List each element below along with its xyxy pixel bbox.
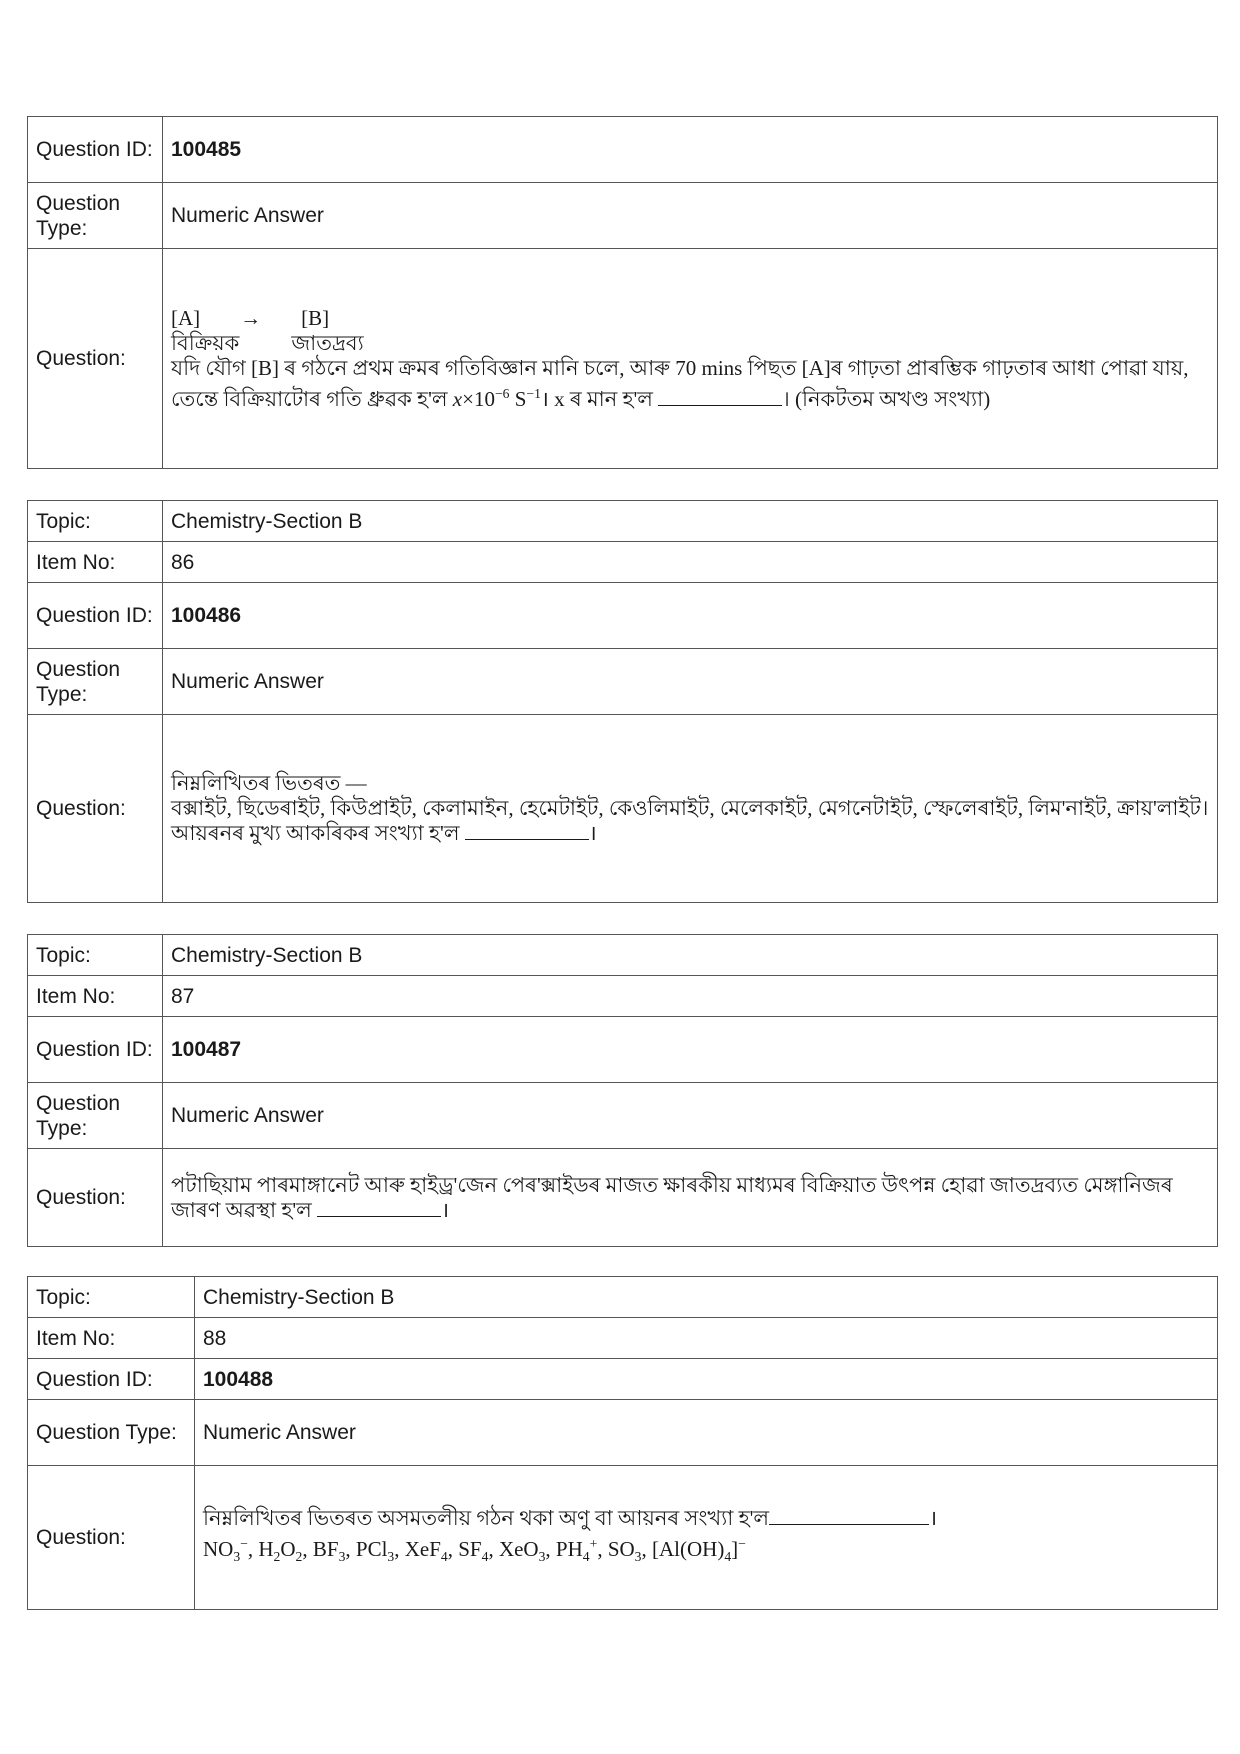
question-type-label: Question Type: <box>28 1083 163 1149</box>
reaction-labels <box>171 331 1209 356</box>
question-type-label: Question Type: <box>28 183 163 249</box>
product: [B] <box>301 305 330 330</box>
topic-label: Topic: <box>28 1277 195 1318</box>
question-table-100485 <box>27 116 1218 469</box>
question-id-value: 100488 <box>195 1359 1218 1400</box>
question-type-value: Numeric Answer <box>163 649 1218 715</box>
item-no-value: 87 <box>163 976 1218 1017</box>
answer-blank <box>769 1523 929 1525</box>
formula-list: $NO_3^-$, $H_2O_2$, $BF_3$, PCl$_3$, XeF$_4$, $SF_4$, XeO$_3$, $PH_4^+$, $SO_3$, $[Al(OH)_4]^-$ <box>203 1535 746 1565</box>
reactant: [A] <box>171 305 201 330</box>
topic-value: Chemistry-Section B <box>163 935 1218 976</box>
item-no-value: 88 <box>195 1318 1218 1359</box>
product-label: জাতদ্ৰব্য <box>291 330 364 355</box>
topic-value: Chemistry-Section B <box>195 1277 1218 1318</box>
question-type-label: Question Type: <box>28 649 163 715</box>
answer-blank <box>465 838 589 840</box>
question-id-value: 100486 <box>163 583 1218 649</box>
topic-label: Topic: <box>28 501 163 542</box>
answer-blank <box>317 1215 441 1217</box>
question-label: Question: <box>28 1466 195 1610</box>
question-table-100487 <box>27 934 1218 1247</box>
question-id-label: Question ID: <box>28 1017 163 1083</box>
reaction-line <box>171 306 1209 331</box>
topic-label: Topic: <box>28 935 163 976</box>
question-text: নিম্নলিখিতৰ ভিতৰত অসমতলীয় গঠন থকা অণু বা আয়নৰ সংখ্যা হ'ল । $NO_3^-$, $H_2O_2$, $BF_3$, PCl$_3$, XeF$_4$, $SF_4$, XeO$_3$, $PH_4^+$, $SO_3$, $[Al(OH)_4]^-$ <box>195 1466 1218 1610</box>
question-id-value: 100485 <box>163 117 1218 183</box>
item-no-label: Item No: <box>28 542 163 583</box>
item-no-label: Item No: <box>28 1318 195 1359</box>
question-body: যদি যৌগ [B] ৰ গঠনে প্ৰথম ক্ৰমৰ গতিবিজ্ঞান মানি চলে, আৰু 70 mins পিছত [A]ৰ গাঢ়তা প্ৰাৰম্ভিক গাঢ়তাৰ আধা পোৱা যায়, তেন্তে বিক্ৰিয়াটোৰ গতি ধ্ৰুৱক হ'ল $x\times 10^{-6}$ $S^{-1}।$ x ৰ মান হ'ল । (নিকটতম অখণ্ড সংখ্যা) <box>171 355 1189 411</box>
question-text: নিম্নলিখিতৰ ভিতৰত — বক্সাইট, ছিডেৰাইট, কিউপ্ৰাইট, কেলামাইন, হেমেটাইট, কেওলিমাইট, মেলেকাইট, মেগনেটাইট, স্ফেলেৰাইট, লিম'নাইট, ক্ৰায়'লাইট। আয়ৰনৰ মুখ্য আকৰিকৰ সংখ্যা হ'ল । <box>163 715 1218 903</box>
question-label: Question: <box>28 715 163 903</box>
question-type-value: Numeric Answer <box>195 1400 1218 1466</box>
answer-blank <box>658 404 782 406</box>
question-text: পটাছিয়াম পাৰমাঙ্গানেট আৰু হাইড্ৰ'জেন পেৰ'ক্সাইডৰ মাজত ক্ষাৰকীয় মাধ্যমৰ বিক্ৰিয়াত উৎপন্ন হোৱা জাতদ্ৰব্যত মেঙ্গানিজৰ জাৰণ অৱস্থা হ'ল । <box>163 1149 1218 1247</box>
question-type-label: Question Type: <box>28 1400 195 1466</box>
item-no-value: 86 <box>163 542 1218 583</box>
question-type-value: Numeric Answer <box>163 1083 1218 1149</box>
question-id-label: Question ID: <box>28 117 163 183</box>
question-id-value: 100487 <box>163 1017 1218 1083</box>
question-id-label: Question ID: <box>28 1359 195 1400</box>
topic-value: Chemistry-Section B <box>163 501 1218 542</box>
question-table-100488 <box>27 1276 1218 1610</box>
question-type-value: Numeric Answer <box>163 183 1218 249</box>
question-id-label: Question ID: <box>28 583 163 649</box>
question-text <box>163 249 1218 469</box>
question-table-100486 <box>27 500 1218 903</box>
question-label: Question: <box>28 1149 163 1247</box>
question-label: Question: <box>28 249 163 469</box>
arrow: → <box>240 305 262 330</box>
item-no-label: Item No: <box>28 976 163 1017</box>
reactant-label: বিক্রিয়ক <box>171 330 240 355</box>
